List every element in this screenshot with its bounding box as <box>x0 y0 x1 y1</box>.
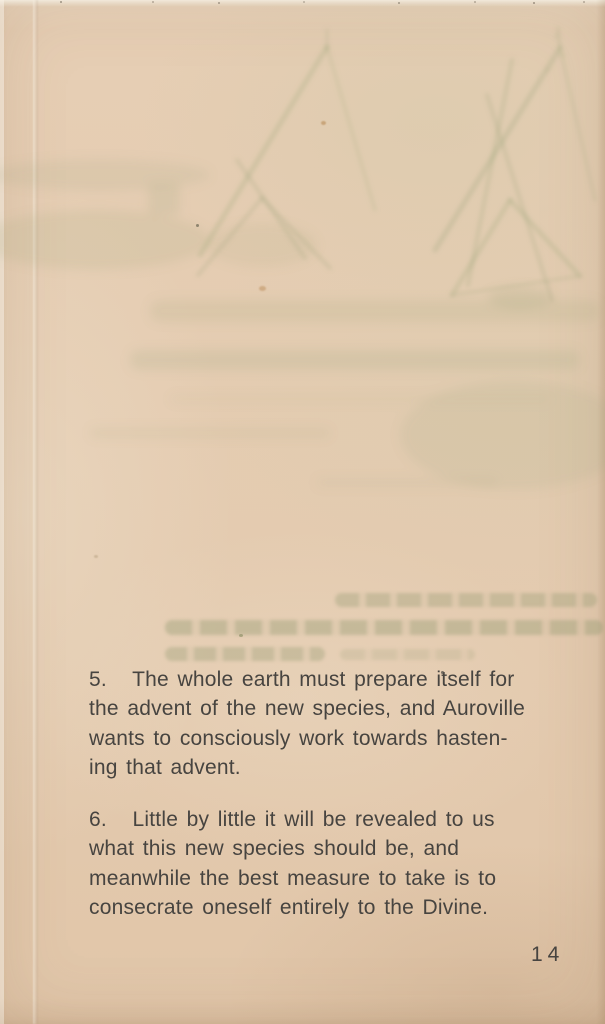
ghost-text-showthrough-line <box>340 649 475 660</box>
page-number: 14 <box>531 943 565 966</box>
foxing-stain <box>321 121 326 125</box>
ghost-text-showthrough-line <box>165 647 325 661</box>
text-line: 6. Little by little it will be revealed to us <box>89 808 495 831</box>
text-line: what this new species should be, and <box>89 837 460 861</box>
paragraph-6 <box>89 805 574 923</box>
foxing-stain <box>259 286 266 291</box>
text-line: ing that advent. <box>89 756 241 780</box>
scan-bottom-shade <box>0 998 605 1024</box>
text-line: wants to consciously work towards hasten- <box>89 726 508 750</box>
paper-speck <box>94 555 98 558</box>
paper-speck <box>239 634 243 637</box>
ghost-text-showthrough-line <box>165 620 603 635</box>
text-line: the advent of the new species, and Auroville <box>89 697 526 721</box>
ghost-text-showthrough-line <box>335 593 597 607</box>
paragraph-5 <box>89 665 574 783</box>
text-line: meanwhile the best measure to take is to <box>89 866 497 890</box>
text-line: 5. The whole earth must prepare itself for <box>89 668 515 691</box>
paper-speck <box>196 224 199 227</box>
text-line: consecrate oneself entirely to the Divine. <box>89 896 489 920</box>
ghost-foliage-and-ground <box>0 159 605 490</box>
